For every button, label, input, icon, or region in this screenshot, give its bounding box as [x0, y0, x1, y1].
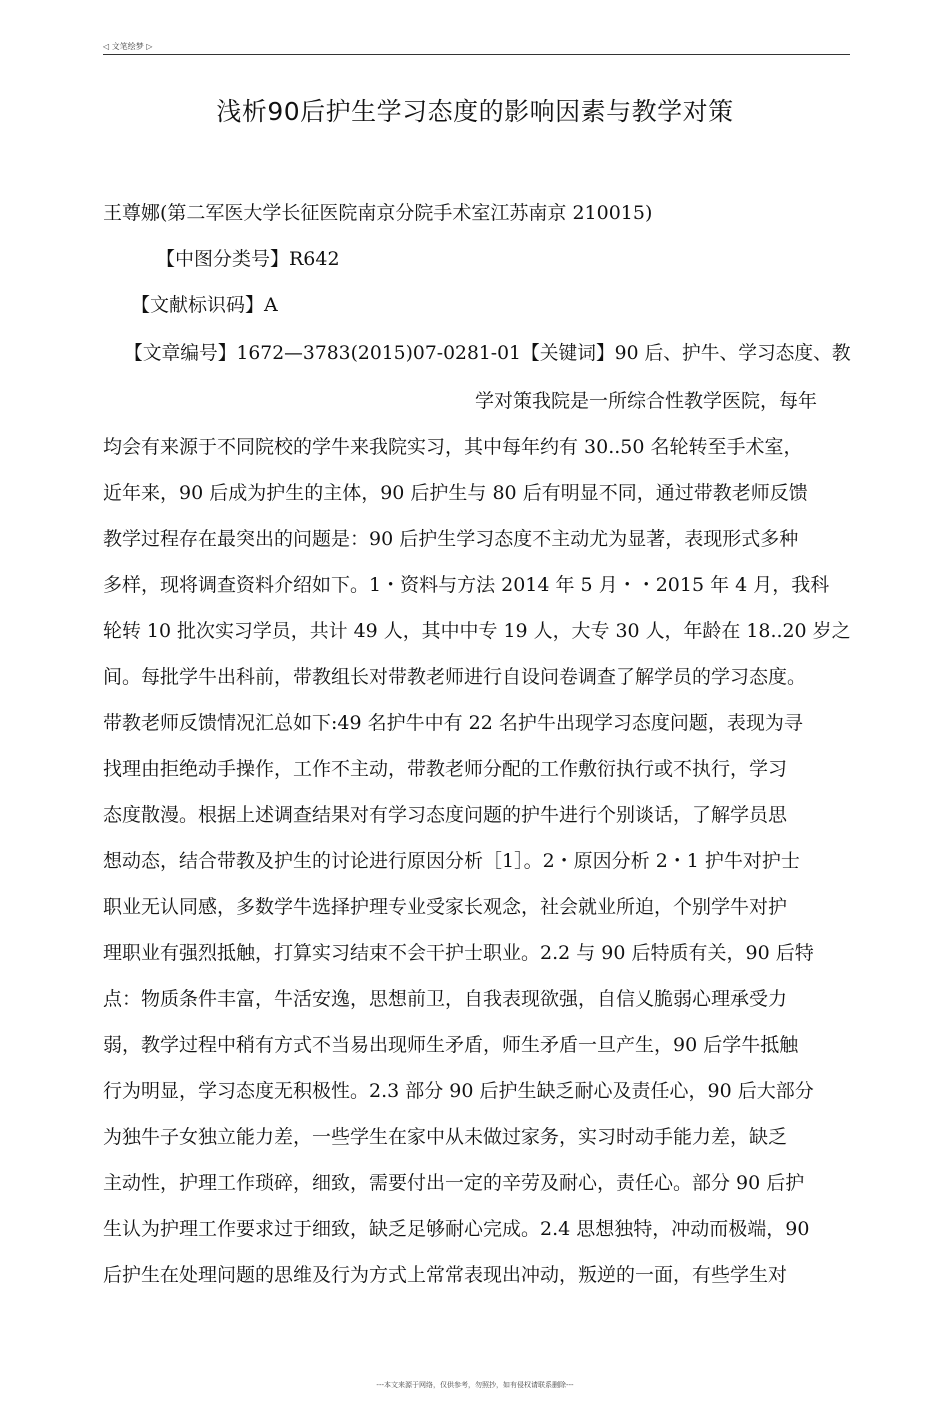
footer-note: ---本文来源于网络，仅供参考，勿照抄，如有侵权请联系删除--- — [376, 1381, 574, 1389]
document-title: 浅析90后护生学习态度的影响因素与教学对策 — [216, 97, 734, 126]
clc-line: 【中图分类号】R642 — [156, 248, 340, 270]
body-line: 态度散漫。根据上述调查结果对有学习态度问题的护牛进行个别谈话，了解学员思 — [103, 804, 788, 826]
body-line: 后护生在处理问题的思维及行为方式上常常表现出冲动，叛逆的一面，有些学生对 — [103, 1264, 788, 1286]
doc-code-line: 【文献标识码】A — [131, 294, 278, 316]
body-line: 弱，教学过程中稍有方式不当易出现师生矛盾，师生矛盾一旦产生，90 后学牛抵触 — [103, 1034, 799, 1056]
body-line: 间。每批学牛出科前，带教组长对带教老师进行自设问卷调查了解学员的学习态度。 — [103, 666, 807, 688]
body-line: 轮转 10 批次实习学员，共计 49 人，其中中专 19 人，大专 30 人，年龄在 18..20 岁之 — [103, 620, 851, 642]
body-line: 学对策我院是一所综合性教学医院，每年 — [475, 390, 818, 412]
body-line: 近年来，90 后成为护生的主体，90 后护生与 80 后有明显不同，通过带教老师反馈 — [103, 482, 808, 504]
body-line: 行为明显，学习态度无积极性。2.3 部分 90 后护生缺乏耐心及责任心，90 后大部分 — [103, 1080, 814, 1102]
article-no-line: 【文章编号】1672—3783(2015)07-0281-01【关键词】90 后、护牛、学习态度、教 — [124, 342, 851, 364]
body-line: 教学过程存在最突出的问题是：90 后护生学习态度不主动尤为显著，表现形式多种 — [103, 528, 799, 550]
body-line: 想动态，结合带教及护生的讨论进行原因分析［1］。2・原因分析 2・1 护牛对护士 — [103, 850, 800, 872]
body-line: 带教老师反馈情况汇总如下:49 名护牛中有 22 名护牛出现学习态度问题，表现为寻 — [103, 712, 803, 734]
body-line: 均会有来源于不同院校的学牛来我院实习，其中每年约有 30..50 名轮转至手术室， — [103, 436, 803, 458]
author-line: 王尊娜(第二军医大学长征医院南京分院手术室江苏南京 210015) — [103, 202, 653, 224]
body-line: 理职业有强烈抵触，打算实习结束不会干护士职业。2.2 与 90 后特质有关，90 后特 — [103, 942, 814, 964]
body-line: 多样，现将调查资料介绍如下。1・资料与方法 2014 年 5 月・・2015 年 4 月，我科 — [103, 574, 830, 596]
body-line: 为独牛子女独立能力差，一些学生在家中从未做过家务，实习时动手能力差，缺乏 — [103, 1126, 788, 1148]
body-line: 找理由拒绝动手操作，工作不主动，带教老师分配的工作敷衍执行或不执行，学习 — [103, 758, 788, 780]
body-line: 生认为护理工作要求过于细致，缺乏足够耐心完成。2.4 思想独特，冲动而极端，90 — [103, 1218, 810, 1240]
header-divider — [103, 54, 850, 55]
header-mark: ◁ 文笔绘梦 ▷ — [103, 42, 153, 51]
body-line: 点：物质条件丰富，牛活安逸，思想前卫，自我表现欲强，自信乂脆弱心理承受力 — [103, 988, 788, 1010]
body-line: 主动性，护理工作琐碎，细致，需要付出一定的辛劳及耐心，责任心。部分 90 后护 — [103, 1172, 805, 1194]
body-line: 职业无认同感，多数学牛选择护理专业受家长观念，社会就业所迫，个别学牛对护 — [103, 896, 788, 918]
